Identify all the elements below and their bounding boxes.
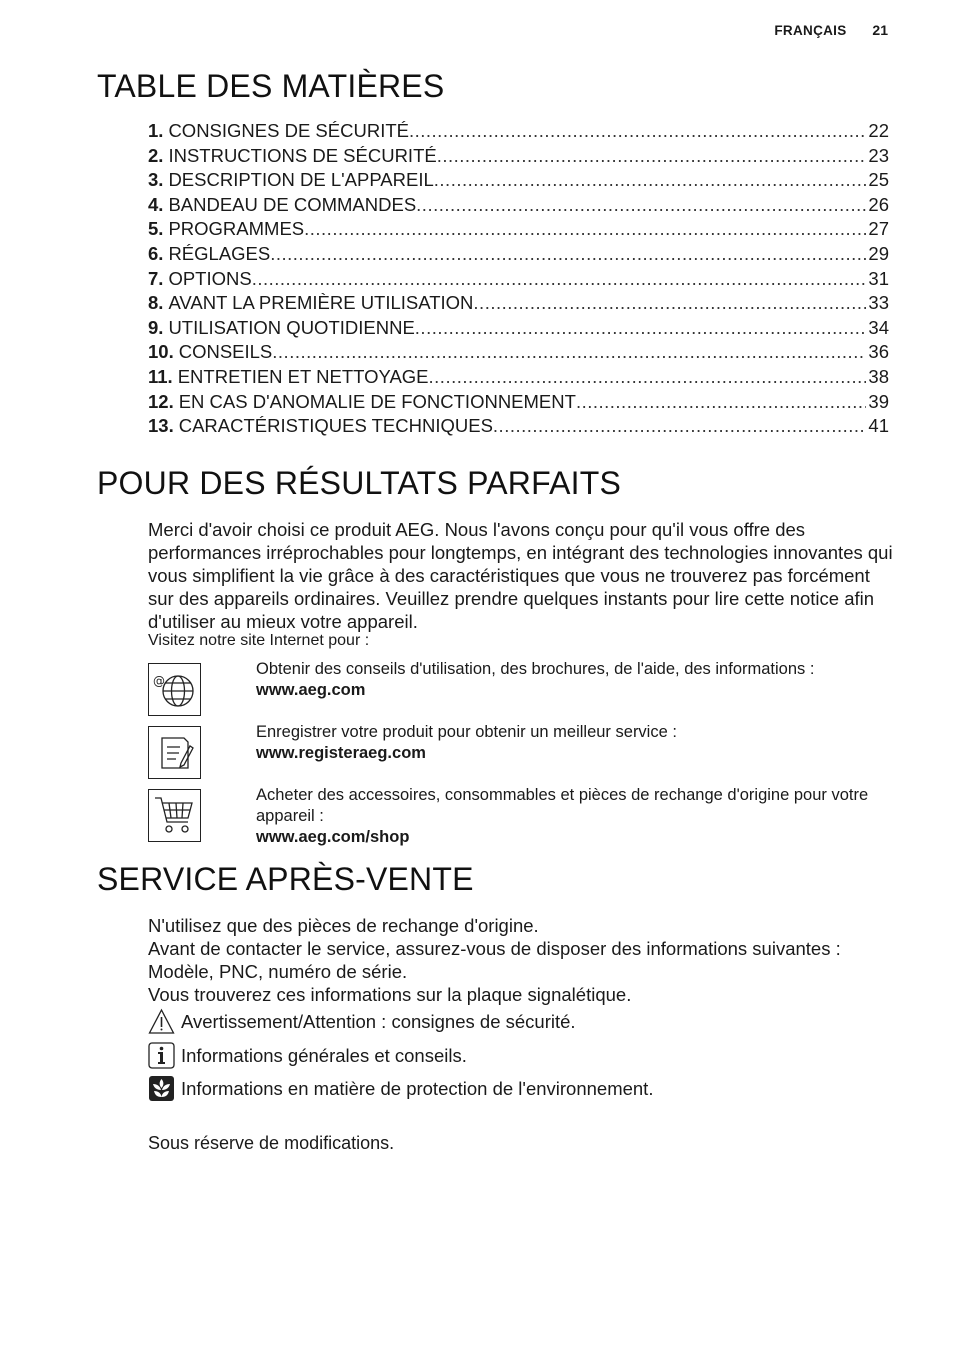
language-label: FRANÇAIS: [774, 23, 847, 38]
toc-item-label: RÉGLAGES: [168, 242, 271, 264]
toc-item[interactable]: [148, 243, 889, 268]
site-link[interactable]: www.registeraeg.com: [256, 744, 426, 762]
toc-item[interactable]: [148, 194, 889, 219]
toc-item[interactable]: [148, 366, 889, 391]
modifications-note: Sous réserve de modifications.: [148, 1133, 395, 1153]
toc-item[interactable]: [148, 268, 889, 293]
toc-item-page: 36: [868, 341, 889, 363]
toc-item-page: 23: [868, 144, 889, 166]
toc-item-label: EN CAS D'ANOMALIE DE FONCTIONNEMENT: [178, 390, 576, 412]
toc-leader: [473, 292, 866, 314]
toc-item-page: 22: [868, 120, 889, 141]
info-icon: [148, 1042, 175, 1069]
svg-text:@: @: [153, 674, 165, 688]
results-title: POUR DES RÉSULTATS PARFAITS: [97, 465, 622, 501]
visit-label: Visitez notre site Internet pour :: [148, 632, 370, 649]
legend-info: [148, 1042, 467, 1069]
toc-item-page: 25: [868, 169, 889, 191]
toc-leader: [252, 268, 867, 290]
toc-title: TABLE DES MATIÈRES: [97, 68, 445, 104]
table-of-contents: [148, 120, 889, 440]
toc-item-number: 7.: [148, 267, 164, 289]
toc-leader: [415, 317, 867, 339]
toc-item-number: 8.: [148, 292, 164, 314]
toc-item-label: CARACTÉRISTIQUES TECHNIQUES: [178, 415, 493, 437]
toc-item-label: DESCRIPTION DE L'APPAREIL: [168, 169, 434, 191]
toc-item-page: 31: [868, 267, 889, 289]
toc-leader: [437, 145, 867, 167]
toc-item-number: 12.: [148, 390, 174, 412]
service-line: N'utilisez que des pièces de rechange d'origine.: [148, 915, 539, 936]
warning-icon: [148, 1008, 175, 1035]
environment-icon: [148, 1075, 175, 1102]
toc-item[interactable]: [148, 415, 889, 440]
toc-item-number: 1.: [148, 120, 164, 141]
toc-leader: [429, 366, 867, 388]
cart-icon: [148, 789, 201, 842]
toc-item-number: 9.: [148, 316, 164, 338]
site-entry: [256, 785, 896, 848]
toc-item-page: 39: [868, 390, 889, 412]
service-text: [148, 914, 893, 1006]
toc-item-number: 3.: [148, 169, 164, 191]
results-intro: [148, 518, 893, 633]
toc-item-number: 10.: [148, 341, 174, 363]
toc-item-number: 5.: [148, 218, 164, 240]
toc-item-label: UTILISATION QUOTIDIENNE: [168, 316, 415, 338]
toc-item-label: AVANT LA PREMIÈRE UTILISATION: [168, 292, 474, 314]
toc-item[interactable]: [148, 317, 889, 342]
toc-item-label: INSTRUCTIONS DE SÉCURITÉ: [168, 144, 437, 166]
toc-item-number: 13.: [148, 415, 174, 437]
legend-text: Informations en matière de protection de l'environnement.: [181, 1077, 654, 1099]
toc-item-page: 34: [868, 316, 889, 338]
service-line: Avant de contacter le service, assurez-vous de disposer des informations suivantes : Modèle, PNC, numéro de série.: [148, 938, 841, 982]
toc-item[interactable]: [148, 218, 889, 243]
toc-item-number: 2.: [148, 144, 164, 166]
toc-leader: [409, 120, 866, 142]
site-description: Acheter des accessoires, consommables et pièces de rechange d'origine pour votre appareil :: [256, 786, 869, 825]
page-number: 21: [872, 22, 888, 38]
toc-item-number: 4.: [148, 193, 164, 215]
toc-item-page: 26: [868, 193, 889, 215]
site-entry: [256, 659, 896, 701]
toc-item-number: 6.: [148, 242, 164, 264]
toc-item-label: PROGRAMMES: [168, 218, 305, 240]
toc-item-page: 41: [868, 415, 889, 437]
toc-item[interactable]: [148, 145, 889, 170]
service-title: SERVICE APRÈS-VENTE: [97, 861, 474, 897]
toc-item-label: OPTIONS: [168, 267, 252, 289]
site-description: Enregistrer votre produit pour obtenir un meilleur service :: [256, 723, 677, 741]
toc-item-page: 38: [868, 365, 889, 387]
toc-leader: [576, 391, 866, 413]
globe-icon: [148, 663, 201, 716]
toc-item-page: 27: [868, 218, 889, 240]
toc-item-number: 11.: [148, 365, 173, 387]
toc-item[interactable]: [148, 391, 889, 416]
toc-leader: [304, 218, 866, 240]
toc-item[interactable]: [148, 341, 889, 366]
legend-environment: [148, 1075, 653, 1102]
site-link[interactable]: www.aeg.com/shop: [256, 828, 410, 846]
legend-text: Informations générales et conseils.: [181, 1044, 467, 1066]
toc-item-page: 33: [868, 292, 889, 314]
toc-leader: [416, 194, 866, 216]
toc-item-label: BANDEAU DE COMMANDES: [168, 193, 417, 215]
toc-leader: [493, 415, 867, 437]
toc-leader: [270, 243, 866, 265]
page-header: [774, 22, 888, 38]
toc-item-label: CONSEILS: [178, 341, 273, 363]
site-entry: [256, 722, 896, 764]
toc-item[interactable]: [148, 120, 889, 145]
legend-warning: [148, 1008, 576, 1035]
legend-text: Avertissement/Attention : consignes de sécurité.: [181, 1010, 576, 1032]
toc-item-label: CONSIGNES DE SÉCURITÉ: [168, 120, 409, 141]
toc-item[interactable]: [148, 292, 889, 317]
register-icon: [148, 726, 201, 779]
toc-item[interactable]: [148, 169, 889, 194]
site-link[interactable]: www.aeg.com: [256, 681, 366, 699]
toc-leader: [434, 169, 867, 191]
toc-item-page: 29: [868, 242, 889, 264]
toc-leader: [272, 341, 866, 363]
service-line: Vous trouverez ces informations sur la plaque signalétique.: [148, 984, 632, 1005]
toc-item-label: ENTRETIEN ET NETTOYAGE: [177, 365, 429, 387]
site-description: Obtenir des conseils d'utilisation, des brochures, de l'aide, des informations :: [256, 660, 815, 678]
intro-paragraph: Merci d'avoir choisi ce produit AEG. Nous l'avons conçu pour qu'il vous offre des performances irréprochables pour longtemps, en intégrant des technologies innovantes qui vous simplifient la vie grâce à des caractéristiques que vous ne trouverez pas forcément sur des appareils ordinaires. Veuillez prendre quelques instants pour lire cette notice afin d'utiliser au mieux votre appareil.: [148, 519, 893, 632]
